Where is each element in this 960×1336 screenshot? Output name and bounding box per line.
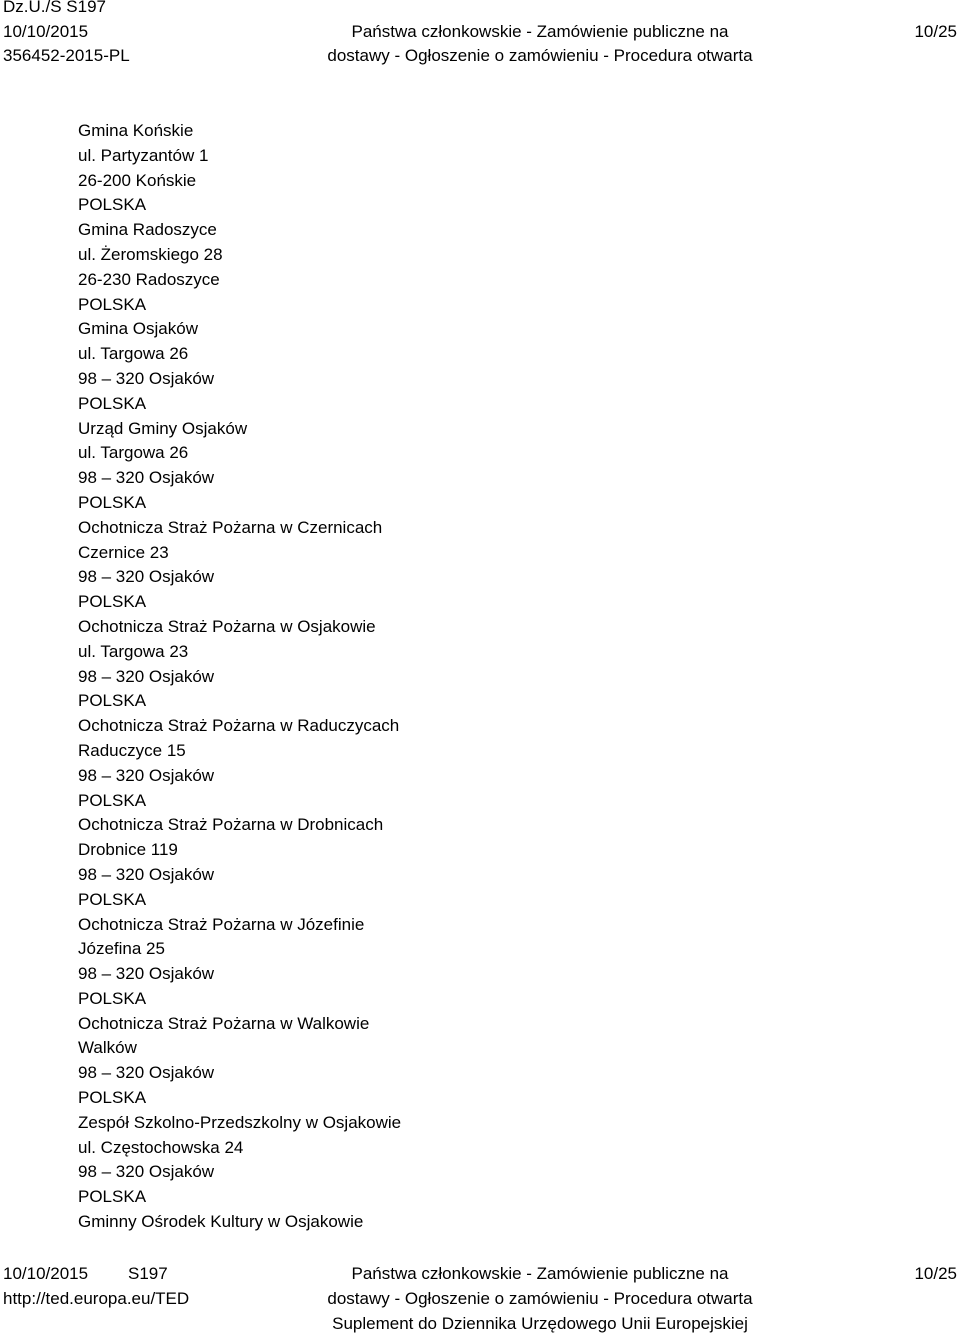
footer-title-line2: dostawy - Ogłoszenie o zamówieniu - Procedura otwarta — [327, 1289, 753, 1308]
address-line: POLSKA — [78, 691, 147, 711]
page-header — [0, 0, 960, 75]
address-line: ul. Targowa 26 — [78, 344, 189, 364]
address-line: 98 – 320 Osjaków — [78, 567, 215, 587]
footer-title-line1: Państwa członkowskie - Zamówienie publiczne na — [351, 1264, 729, 1283]
address-line: 98 – 320 Osjaków — [78, 468, 215, 488]
footer-title-line3: Suplement do Dziennika Urzędowego Unii Europejskiej — [332, 1314, 748, 1333]
address-line: Czernice 23 — [78, 542, 169, 562]
address-line: Drobnice 119 — [78, 840, 178, 860]
address-line: ul. Partyzantów 1 — [78, 145, 209, 165]
address-line: 98 – 320 Osjaków — [78, 1063, 215, 1083]
address-line: 98 – 320 Osjaków — [78, 666, 215, 686]
address-line: POLSKA — [78, 889, 147, 909]
header-page-number: 10/25 — [914, 22, 957, 41]
header-date: 10/10/2015 — [3, 22, 89, 41]
address-line: Ochotnicza Straż Pożarna w Raduczycach — [78, 716, 400, 736]
address-line: 98 – 320 Osjaków — [78, 864, 215, 884]
page-footer — [0, 1262, 960, 1334]
address-line: POLSKA — [78, 790, 147, 810]
address-line: Raduczyce 15 — [78, 740, 186, 760]
address-line: Ochotnicza Straż Pożarna w Czernicach — [78, 517, 383, 537]
address-line: Gminny Ośrodek Kultury w Osjakowie — [78, 1212, 364, 1232]
address-line: Walków — [78, 1038, 137, 1058]
address-line: Ochotnicza Straż Pożarna w Józefinie — [78, 914, 365, 934]
header-title-line1: Państwa członkowskie - Zamówienie publiczne na — [351, 22, 729, 41]
address-line: POLSKA — [78, 1088, 147, 1108]
address-line: POLSKA — [78, 592, 147, 612]
address-line: Ochotnicza Straż Pożarna w Walkowie — [78, 1013, 370, 1033]
document-body — [78, 119, 898, 1235]
address-line: Zespół Szkolno-Przedszkolny w Osjakowie — [78, 1112, 402, 1132]
address-line: 26-200 Końskie — [78, 170, 197, 190]
address-line: Ochotnicza Straż Pożarna w Drobnicach — [78, 815, 384, 835]
notice-id: 356452-2015-PL — [3, 46, 130, 65]
footer-series: S197 — [128, 1264, 168, 1283]
address-line: ul. Targowa 23 — [78, 641, 189, 661]
address-line: 98 – 320 Osjaków — [78, 368, 215, 388]
address-line: POLSKA — [78, 195, 147, 215]
address-line: Gmina Osjaków — [78, 319, 198, 339]
address-line: 98 – 320 Osjaków — [78, 1162, 215, 1182]
address-line: ul. Częstochowska 24 — [78, 1137, 244, 1157]
journal-reference: Dz.U./S S197 — [3, 0, 106, 16]
address-line: ul. Żeromskiego 28 — [78, 244, 223, 264]
address-line: Urząd Gminy Osjaków — [78, 418, 248, 438]
address-line: POLSKA — [78, 988, 147, 1008]
address-line: Gmina Końskie — [78, 121, 194, 140]
footer-date: 10/10/2015 — [3, 1264, 89, 1283]
header-title-line2: dostawy - Ogłoszenie o zamówieniu - Procedura otwarta — [327, 46, 753, 65]
address-line: POLSKA — [78, 393, 147, 413]
address-line: POLSKA — [78, 1187, 147, 1207]
address-line: ul. Targowa 26 — [78, 443, 189, 463]
address-line: POLSKA — [78, 294, 147, 314]
address-line: 26-230 Radoszyce — [78, 269, 220, 289]
address-line: Ochotnicza Straż Pożarna w Osjakowie — [78, 616, 376, 636]
footer-page-number: 10/25 — [914, 1264, 957, 1283]
address-line: Józefina 25 — [78, 939, 165, 959]
footer-url[interactable]: http://ted.europa.eu/TED — [3, 1289, 190, 1308]
address-line: 98 – 320 Osjaków — [78, 964, 215, 984]
address-line: Gmina Radoszyce — [78, 220, 217, 240]
address-line: POLSKA — [78, 492, 147, 512]
address-line: 98 – 320 Osjaków — [78, 765, 215, 785]
